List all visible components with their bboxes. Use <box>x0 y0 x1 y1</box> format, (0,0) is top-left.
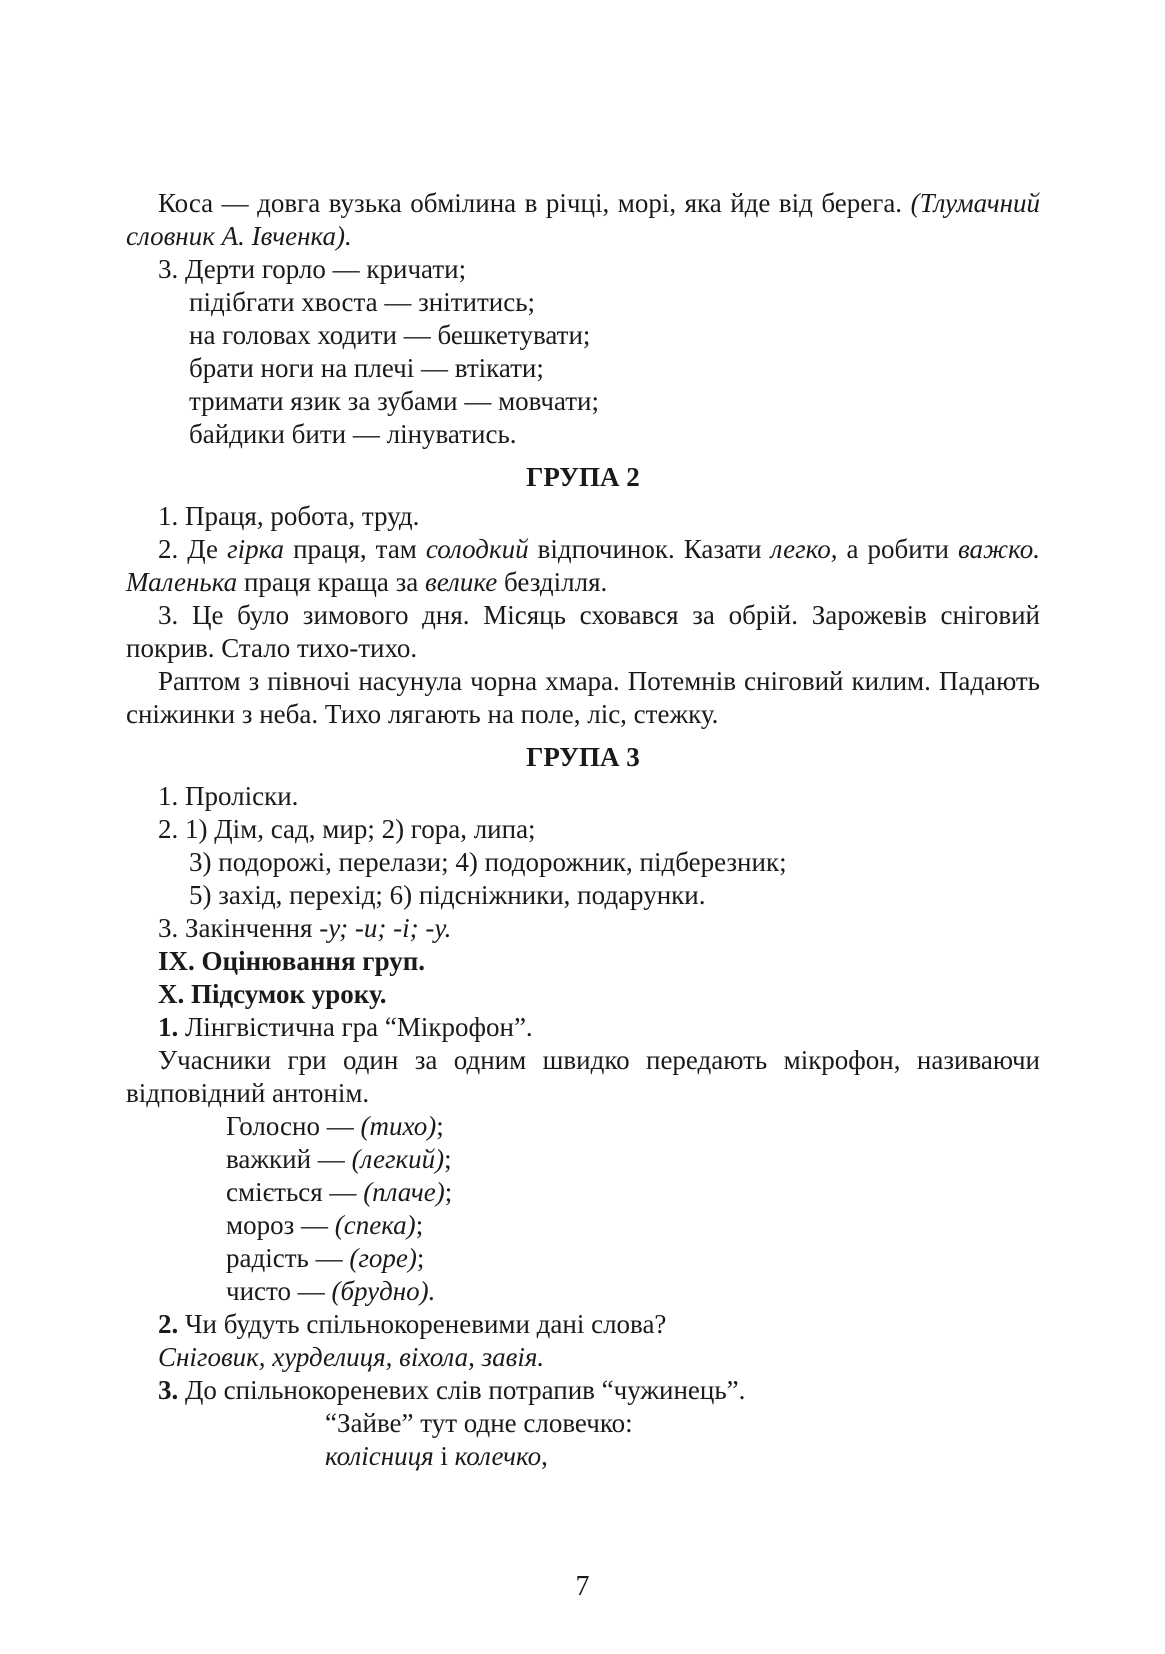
page-number: 7 <box>575 1571 590 1602</box>
section-10-heading: X. Підсумок уроку. <box>158 979 387 1009</box>
antonym-line: мороз — (спека); <box>226 1210 424 1240</box>
group2-item: 1. Праця, робота, труд. <box>158 501 420 531</box>
idiom-line: 3. Дерти горло — кричати; <box>158 254 467 284</box>
group3-item: 3) подорожі, перелази; 4) подорожник, підберезник; <box>189 847 787 877</box>
group2-item: Раптом з півночі насунула чорна хмара. Потемнів сніговий килим. Падають сніжинки з неба. Тихо лягають на поле, ліс, стежку. <box>126 666 1040 729</box>
question-2-words: Сніговик, хурделиця, віхола, завія. <box>158 1342 545 1372</box>
paragraph-definition: Коса — довга вузька обмілина в річці, морі, яка йде від берега. (Тлумачний словник А. Івченка). <box>126 188 1040 251</box>
antonym-line: чисто — (брудно). <box>226 1276 436 1306</box>
poem-line: колісниця і колечко, <box>325 1441 548 1471</box>
heading-group-3: ГРУПА 3 <box>526 742 640 772</box>
antonym-line: Голосно — (тихо); <box>226 1111 444 1141</box>
idiom-line: брати ноги на плечі — втікати; <box>189 353 544 383</box>
page-body <box>126 187 1040 1473</box>
group2-item: 2. Де гірка праця, там солодкий відпочинок. Казати легко, а робити важко. Маленька праця краща за велике безділля. <box>126 534 1041 597</box>
game-description: Учасники гри один за одним швидко передають мікрофон, називаючи відповідний антонім. <box>126 1045 1040 1108</box>
group2-item: 3. Це було зимового дня. Місяць сховався за обрій. Зарожевів сніговий покрив. Стало тихо-тихо. <box>126 600 1040 663</box>
idiom-line: на головах ходити — бешкетувати; <box>189 320 591 350</box>
poem-line: “Зайве” тут одне словечко: <box>325 1408 633 1438</box>
antonym-line: важкий — (легкий); <box>226 1144 452 1174</box>
group3-item: 5) захід, перехід; 6) підсніжники, подарунки. <box>189 880 706 910</box>
antonym-line: радість — (горе); <box>226 1243 425 1273</box>
question-2: 2. Чи будуть спільнокореневими дані слова? <box>158 1309 667 1339</box>
question-3: 3. До спільнокореневих слів потрапив “чужинець”. <box>158 1375 746 1405</box>
group3-item: 3. Закінчення -у; -и; -і; -у. <box>158 913 452 943</box>
antonym-line: сміється — (плаче); <box>226 1177 453 1207</box>
group3-item: 2. 1) Дім, сад, мир; 2) гора, липа; <box>158 814 536 844</box>
idiom-line: байдики бити — лінуватись. <box>189 419 517 449</box>
group3-item: 1. Проліски. <box>158 781 299 811</box>
game-title: 1. Лінгвістична гра “Мікрофон”. <box>158 1012 533 1042</box>
idiom-line: тримати язик за зубами — мовчати; <box>189 386 599 416</box>
idiom-line: підібгати хвоста — знітитись; <box>189 287 536 317</box>
heading-group-2: ГРУПА 2 <box>526 462 640 492</box>
section-9-heading: IX. Оцінювання груп. <box>158 946 426 976</box>
